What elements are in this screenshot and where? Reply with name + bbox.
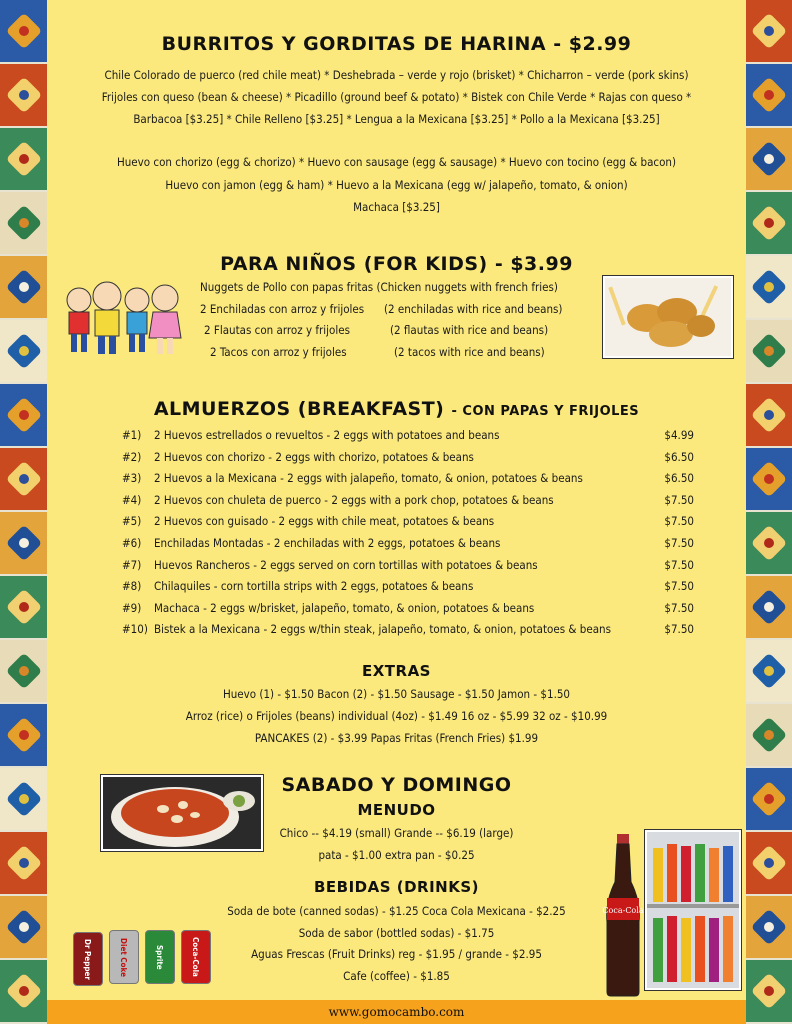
breakfast-item-number: #5) (122, 514, 142, 529)
tile-decoration (0, 832, 47, 896)
extras-heading: EXTRAS (361, 662, 431, 680)
breakfast-item-number: #9) (122, 600, 142, 615)
breakfast-item (122, 557, 694, 572)
bottled-sodas-photo (645, 830, 741, 990)
kids-item-en: (2 tacos with rice and beans) (394, 345, 545, 359)
kids-cartoon-image (61, 276, 187, 360)
tile-decoration (0, 896, 47, 960)
right-tile-border (746, 0, 792, 1024)
breakfast-item-price: $4.99 (664, 428, 694, 442)
tile-decoration (746, 128, 792, 192)
breakfast-heading: ALMUERZOS (BREAKFAST) (153, 398, 445, 420)
soda-can-image: Sprite (145, 930, 175, 984)
drinks-heading: BEBIDAS (DRINKS) (313, 878, 480, 896)
breakfast-item-price: $7.50 (664, 536, 694, 550)
breakfast-item-number: #10) (122, 622, 148, 637)
tile-decoration (0, 768, 47, 832)
tile-decoration (0, 448, 47, 512)
tile-decoration (0, 64, 47, 128)
extras-line: Huevo (1) - $1.50 Bacon (2) - $1.50 Sausage - $1.50 Jamon - $1.50 (222, 687, 571, 701)
breakfast-item (122, 579, 694, 594)
breakfast-item-number: #4) (122, 492, 142, 507)
tile-decoration (0, 192, 47, 256)
menudo-line: Chico -- $4.19 (small) Grande -- $6.19 (large) (279, 826, 514, 840)
kids-item: 2 Flautas con arroz y frijoles (204, 323, 350, 337)
tile-decoration (746, 960, 792, 1024)
breakfast-item-number: #6) (122, 536, 142, 550)
kids-item-en: (2 flautas with rice and beans) (390, 323, 549, 337)
tile-decoration (746, 512, 792, 576)
tile-decoration (0, 512, 47, 576)
drinks-line: Cafe (coffee) - $1.85 (343, 969, 450, 983)
drinks-line: Soda de bote (canned sodas) - $1.25 Coca Cola Mexicana - $2.25 (227, 904, 566, 918)
extras-line: PANCAKES (2) - $3.99 Papas Fritas (French Fries) $1.99 (254, 731, 539, 745)
tile-decoration (0, 384, 47, 448)
breakfast-item (122, 536, 694, 550)
kids-heading: PARA NIÑOS (FOR KIDS) - $3.99 (220, 253, 573, 275)
tile-decoration (746, 832, 792, 896)
extras-line: Arroz (rice) o Frijoles (beans) individual (4oz) - $1.49 16 oz - $5.99 32 oz - $10.99 (185, 709, 608, 723)
tile-decoration (0, 256, 47, 320)
breakfast-item (122, 471, 694, 486)
bottle-label: Coca-Cola (602, 906, 644, 915)
breakfast-item-description: Machaca - 2 eggs w/brisket, jalapeño, tomato, & onion, potatoes & beans (154, 600, 535, 615)
burritos-line: Huevo con chorizo (egg & chorizo) * Huevo con sausage (egg & sausage) * Huevo con tocino (egg & bacon) (116, 155, 677, 169)
left-tile-border (0, 0, 47, 1024)
breakfast-item-number: #7) (122, 557, 142, 572)
tile-decoration (746, 640, 792, 704)
tile-decoration (746, 768, 792, 832)
menudo-line: pata - $1.00 extra pan - $0.25 (318, 848, 475, 862)
menudo-heading: MENUDO (357, 801, 436, 819)
burritos-line: Barbacoa [$3.25] * Chile Relleno [$3.25] * Lengua a la Mexicana [$3.25] * Pollo a la Mexicana [$3.25] (133, 112, 660, 126)
breakfast-item-description: 2 Huevos estrellados o revueltos - 2 eggs with potatoes and beans (154, 428, 500, 442)
burritos-line: Huevo con jamon (egg & ham) * Huevo a la Mexicana (egg w/ jalapeño, tomato, & onion) (165, 178, 628, 192)
soda-can-image: Coca-Cola (181, 930, 211, 984)
burritos-line: Machaca [$3.25] (353, 200, 440, 214)
breakfast-item-description: 2 Huevos con chorizo - 2 eggs with chorizo, potatoes & beans (154, 449, 474, 464)
tile-decoration (0, 320, 47, 384)
footer-url[interactable]: www.gomocambo.com (47, 1000, 746, 1024)
kids-item: Nuggets de Pollo con papas fritas (Chicken nuggets with french fries) (200, 280, 558, 294)
breakfast-item-price: $6.50 (664, 471, 694, 486)
drinks-line: Soda de sabor (bottled sodas) - $1.75 (298, 926, 495, 940)
breakfast-item-description: 2 Huevos con chuleta de puerco - 2 eggs with a pork chop, potatoes & beans (154, 492, 554, 507)
kids-item-en: (2 enchiladas with rice and beans) (384, 302, 563, 316)
breakfast-subheading: - CON PAPAS Y FRIJOLES (451, 404, 640, 419)
tile-decoration (0, 960, 47, 1024)
tile-decoration (746, 0, 792, 64)
breakfast-item-price: $7.50 (664, 579, 694, 594)
tile-decoration (746, 64, 792, 128)
tile-decoration (0, 640, 47, 704)
soda-can-image: Diet Coke (109, 930, 139, 984)
breakfast-item-description: Enchiladas Montadas - 2 enchiladas with 2 eggs, potatoes & beans (154, 536, 501, 550)
breakfast-item-price: $7.50 (664, 492, 694, 507)
breakfast-item-description: 2 Huevos con guisado - 2 eggs with chile meat, potatoes & beans (154, 514, 495, 529)
chicken-nuggets-photo (603, 276, 733, 358)
burritos-heading: BURRITOS Y GORDITAS DE HARINA - $2.99 (161, 33, 632, 55)
breakfast-item-number: #2) (122, 449, 142, 464)
tile-decoration (746, 704, 792, 768)
breakfast-item (122, 514, 694, 529)
breakfast-item-description: Chilaquiles - corn tortilla strips with 2 eggs, potatoes & beans (154, 579, 474, 594)
breakfast-item-price: $7.50 (664, 622, 694, 637)
breakfast-item (122, 492, 694, 507)
tile-decoration (0, 704, 47, 768)
tile-decoration (0, 0, 47, 64)
breakfast-item-price: $6.50 (664, 449, 694, 464)
breakfast-item (122, 600, 694, 615)
breakfast-item-description: Bistek a la Mexicana - 2 eggs w/thin steak, jalapeño, tomato, & onion, potatoes & beans (154, 622, 611, 637)
breakfast-item (122, 428, 694, 442)
kids-item: 2 Enchiladas con arroz y frijoles (200, 302, 365, 316)
tile-decoration (746, 256, 792, 320)
tile-decoration (746, 576, 792, 640)
breakfast-item (122, 449, 694, 464)
breakfast-item (122, 622, 694, 637)
tile-decoration (0, 128, 47, 192)
tile-decoration (746, 320, 792, 384)
menu-page (47, 0, 746, 1000)
tile-decoration (746, 448, 792, 512)
burritos-line: Chile Colorado de puerco (red chile meat) * Deshebrada – verde y rojo (brisket) * Chicharron – verde (pork skins) (104, 68, 689, 82)
coca-cola-bottle-image (601, 832, 645, 998)
tile-decoration (0, 576, 47, 640)
breakfast-item-number: #1) (122, 428, 142, 442)
tile-decoration (746, 896, 792, 960)
breakfast-item-number: #8) (122, 579, 142, 594)
kids-item: 2 Tacos con arroz y frijoles (210, 345, 347, 359)
drinks-line: Aguas Frescas (Fruit Drinks) reg - $1.95 / grande - $2.95 (251, 947, 542, 961)
tile-decoration (746, 384, 792, 448)
burritos-line: Frijoles con queso (bean & cheese) * Picadillo (ground beef & potato) * Bistek con Chile Verde * Rajas con queso * (101, 90, 692, 104)
breakfast-item-price: $7.50 (664, 557, 694, 572)
tile-decoration (746, 192, 792, 256)
breakfast-item-number: #3) (122, 471, 142, 486)
soda-can-image: Dr Pepper (73, 932, 103, 986)
breakfast-item-description: 2 Huevos a la Mexicana - 2 eggs with jalapeño, tomato, & onion, potatoes & beans (154, 471, 583, 486)
weekend-heading: SABADO Y DOMINGO (281, 774, 512, 796)
breakfast-heading-wrap (47, 398, 746, 420)
breakfast-item-price: $7.50 (664, 600, 694, 615)
breakfast-item-price: $7.50 (664, 514, 694, 529)
breakfast-item-description: Huevos Rancheros - 2 eggs served on corn tortillas with potatoes & beans (154, 557, 538, 572)
